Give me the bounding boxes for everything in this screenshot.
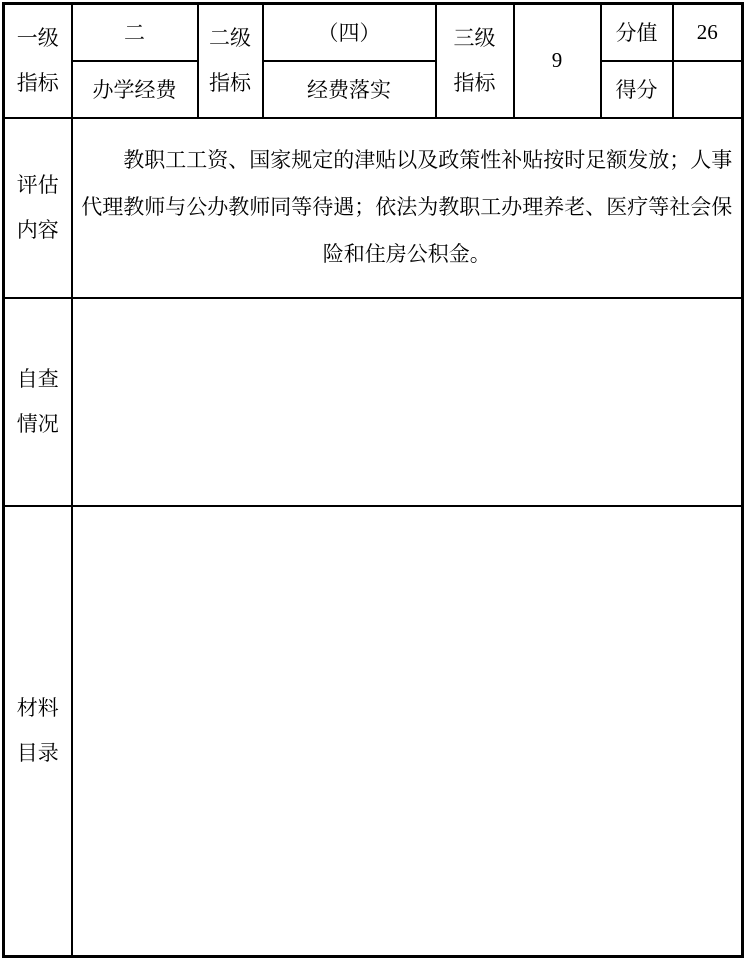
- level1-value-number: 二: [72, 4, 198, 61]
- label-line: 一级: [16, 25, 59, 50]
- label-line: 二级: [209, 25, 251, 50]
- self-check-row-label: [4, 298, 72, 506]
- label-line: 情况: [16, 411, 59, 436]
- level1-value-name: 办学经费: [72, 61, 198, 118]
- label-line: 指标: [453, 70, 496, 95]
- materials-list-input-area[interactable]: [72, 506, 743, 957]
- level2-value-name: 经费落实: [263, 61, 436, 118]
- obtained-score-input-cell[interactable]: [673, 61, 743, 118]
- obtained-score-label: 得分: [601, 61, 673, 118]
- evaluation-content-row-label: [4, 118, 72, 298]
- score-label: 分值: [601, 4, 673, 61]
- score-value: 26: [673, 4, 743, 61]
- label-line: 目录: [16, 740, 59, 765]
- materials-list-row-label: [4, 506, 72, 957]
- label-line: 材料: [16, 695, 59, 720]
- header-level1-indicator-label: [4, 4, 72, 118]
- level3-value: 9: [514, 4, 601, 118]
- evaluation-form-table: [2, 2, 744, 958]
- label-line: 指标: [16, 70, 59, 95]
- label-line: 指标: [209, 70, 251, 95]
- label-line: 内容: [16, 217, 59, 242]
- header-level2-indicator-label: [198, 4, 263, 118]
- self-check-input-area[interactable]: [72, 298, 743, 506]
- evaluation-content-text: 教职工工资、国家规定的津贴以及政策性补贴按时足额发放；人事代理教师与公办教师同等待遇；依法为教职工办理养老、医疗等社会保险和住房公积金。: [72, 118, 743, 298]
- level2-value-number: （四）: [263, 4, 436, 61]
- label-line: 评估: [16, 172, 59, 197]
- header-level3-indicator-label: [436, 4, 514, 118]
- label-line: 自查: [16, 366, 59, 391]
- label-line: 三级: [453, 25, 496, 50]
